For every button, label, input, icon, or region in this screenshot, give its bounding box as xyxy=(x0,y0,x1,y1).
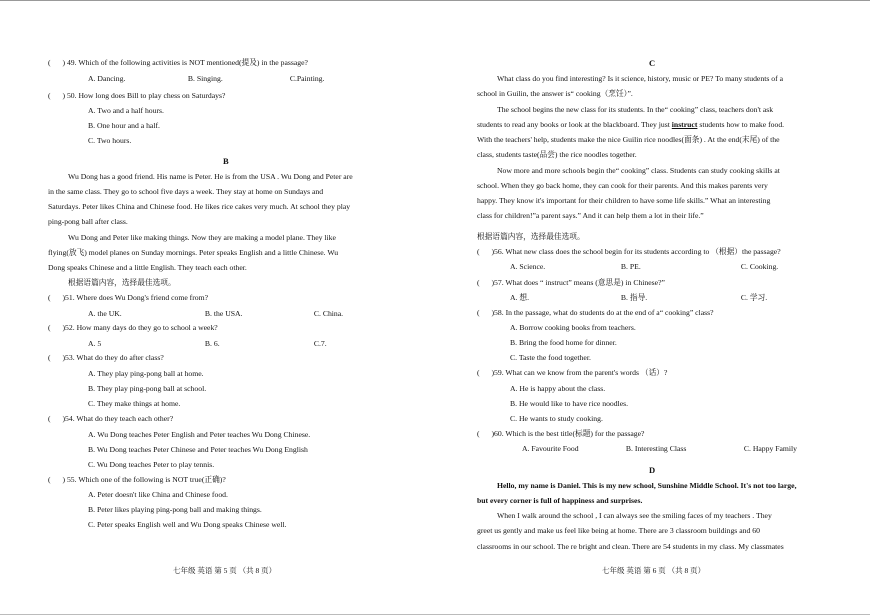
keyword-instruct: instruct xyxy=(671,120,698,129)
option-c: C. Happy Family xyxy=(743,444,798,453)
page-footer: 七年级 英语 第 6 页 （共 8 页） xyxy=(602,566,706,575)
options-57 xyxy=(510,293,767,303)
option-b: B. One hour and a half. xyxy=(88,121,160,130)
question-59 xyxy=(477,368,667,378)
question-text: )51. Where does Wu Dong's friend come from? xyxy=(62,293,209,302)
option-b: B. 6. xyxy=(204,339,220,348)
options-52 xyxy=(88,339,327,349)
question-text: )54. What do they teach each other? xyxy=(62,414,174,423)
question-text: )60. Which is the best title(标题) for the passage? xyxy=(491,429,645,438)
answer-paren: ( xyxy=(48,323,51,332)
options-51 xyxy=(88,309,343,319)
option-c: C. Wu Dong teaches Peter to play tennis. xyxy=(88,460,215,469)
question-text: ) 49. Which of the following activities is NOT mentioned(提及) in the passage? xyxy=(62,58,308,67)
question-49 xyxy=(48,58,308,68)
passage-c-line: class for children!”a parent says.” And it can help them a lot in their life.” xyxy=(477,211,704,220)
answer-paren: ( xyxy=(48,414,51,423)
option-b: B. the USA. xyxy=(204,309,243,318)
question-50 xyxy=(48,91,225,101)
answer-paren: ( xyxy=(477,308,480,317)
option-b: B. PE. xyxy=(620,262,641,271)
option-c: C.Painting. xyxy=(289,74,325,83)
answer-paren: ( xyxy=(477,278,480,287)
option-b: B. They play ping-pong ball at school. xyxy=(88,384,207,393)
passage-c-line: The school begins the new class for its students. In the“ cooking” class, teachers don't ask xyxy=(497,105,774,114)
passage-d-line: When I walk around the school , I can always see the smiling faces of my teachers . They xyxy=(497,511,772,520)
option-a: A. He is happy about the class. xyxy=(510,384,606,393)
options-49 xyxy=(88,74,324,84)
answer-paren: ( xyxy=(48,293,51,302)
passage-b-line: Wu Dong has a good friend. His name is Peter. He is from the USA . Wu Dong and Peter are xyxy=(68,172,353,181)
passage-text: students how to make food. xyxy=(699,120,785,129)
option-b: B. Bring the food home for dinner. xyxy=(510,338,617,347)
passage-b-line: flying(放飞) model planes on Sunday mornings. Peter speaks English and a little Chinese. Wu xyxy=(48,248,339,257)
question-text: )59. What can we know from the parent's words （话）? xyxy=(491,368,668,377)
answer-paren: ( xyxy=(477,247,480,256)
passage-d-line: greet us gently and make us feel like being at home. There are 3 classroom buildings and 60 xyxy=(477,526,760,535)
answer-paren: ( xyxy=(477,368,480,377)
option-b: B. Wu Dong teaches Peter Chinese and Peter teaches Wu Dong English xyxy=(88,445,308,454)
instruction-c: 根据语篇内容，选择最佳选项。 xyxy=(477,232,585,241)
option-a: A. Wu Dong teaches Peter English and Peter teaches Wu Dong Chinese. xyxy=(88,430,311,439)
option-a: A. Favourite Food xyxy=(522,444,579,453)
question-57 xyxy=(477,278,665,288)
question-52 xyxy=(48,323,218,333)
passage-c-line xyxy=(477,120,784,130)
passage-c-line: Now more and more schools begin the“ cooking” class. Students can study cooking skills at xyxy=(497,166,780,175)
passage-d-line: but every corner is full of happiness and surprises. xyxy=(477,496,643,505)
option-c: C. Two hours. xyxy=(88,136,132,145)
answer-paren: ( xyxy=(477,429,480,438)
passage-c-line: class, students taste(品尝) the rice noodles together. xyxy=(477,150,637,159)
answer-paren: ( xyxy=(48,353,51,362)
section-d-heading: D xyxy=(649,465,656,475)
option-c: C. China. xyxy=(313,309,344,318)
option-c: C. He wants to study cooking. xyxy=(510,414,603,423)
answer-paren: ( xyxy=(48,91,51,100)
passage-text: students to read any books or look at the blackboard. They just xyxy=(477,120,670,129)
question-text: ) 55. Which one of the following is NOT true(正确)? xyxy=(62,475,226,484)
question-text: )53. What do they do after class? xyxy=(62,353,164,362)
option-a: A. the UK. xyxy=(88,309,122,318)
question-text: )56. What new class does the school begin for its students according to （根据）the passage? xyxy=(491,247,781,256)
passage-b-line: ping-pong ball after class. xyxy=(48,217,128,226)
passage-b-line: Dong speaks Chinese and a little English. They teach each other. xyxy=(48,263,247,272)
question-60 xyxy=(477,429,644,439)
option-b: B. Peter likes playing ping-pong ball and making things. xyxy=(88,505,262,514)
section-c-heading: C xyxy=(649,58,656,68)
passage-b-line: in the same class. They go to school five days a week. They stay at home on Sundays and xyxy=(48,187,324,196)
option-b: B. Interesting Class xyxy=(625,444,687,453)
question-text: )52. How many days do they go to school a week? xyxy=(62,323,218,332)
left-page xyxy=(48,0,393,615)
passage-d-line: classrooms in our school. The re bright and clean. There are 54 students in my class. My classmates xyxy=(477,542,784,551)
option-a: A. Borrow cooking books from teachers. xyxy=(510,323,636,332)
question-56 xyxy=(477,247,781,257)
passage-b-line: Wu Dong and Peter like making things. Now they are making a model plane. They like xyxy=(68,233,336,242)
option-c: C. Peter speaks English well and Wu Dong speaks Chinese well. xyxy=(88,520,287,529)
option-a: A. Peter doesn't like China and Chinese food. xyxy=(88,490,228,499)
question-58 xyxy=(477,308,714,318)
passage-c-line: happy. They know it's important for their children to have some life skills.” What an interesting xyxy=(477,196,771,205)
option-a: A. They play ping-pong ball at home. xyxy=(88,369,204,378)
question-text: ) 50. How long does Bill to play chess on Saturdays? xyxy=(62,91,226,100)
option-b: B. Singing. xyxy=(187,74,223,83)
passage-c-line: What class do you find interesting? Is it science, history, music or PE? To many students of a xyxy=(497,74,783,83)
option-c: C. Taste the food together. xyxy=(510,353,591,362)
options-56 xyxy=(510,262,778,272)
page-footer: 七年级 英语 第 5 页 （共 8 页） xyxy=(173,566,277,575)
option-b: B. 指导. xyxy=(620,293,648,302)
answer-paren: ( xyxy=(48,58,51,67)
option-c: C. 学习. xyxy=(740,293,768,302)
option-a: A. Two and a half hours. xyxy=(88,106,164,115)
option-c: C. They make things at home. xyxy=(88,399,181,408)
passage-c-line: school in Guilin, the answer is“ cooking（烹饪）”. xyxy=(477,89,633,98)
answer-paren: ( xyxy=(48,475,51,484)
instruction-b: 根据语篇内容，选择最佳选项。 xyxy=(68,278,176,287)
passage-c-line: With the teachers' help, students make the nice Guilin rice noodles(面条) . At the end(末尾) of the xyxy=(477,135,780,144)
option-a: A. 想. xyxy=(510,293,530,302)
section-b-heading: B xyxy=(223,156,229,166)
option-a: A. Science. xyxy=(510,262,546,271)
option-c: C.7. xyxy=(313,339,327,348)
question-text: )58. In the passage, what do students do at the end of a“ cooking” class? xyxy=(491,308,714,317)
options-60 xyxy=(522,444,797,454)
right-page xyxy=(477,0,825,615)
option-a: A. Dancing. xyxy=(88,74,126,83)
question-53 xyxy=(48,353,164,363)
question-54 xyxy=(48,414,173,424)
passage-d-line: Hello, my name is Daniel. This is my new school, Sunshine Middle School. It's not too large, xyxy=(497,481,797,490)
option-c: C. Cooking. xyxy=(740,262,779,271)
passage-c-line: school. When they go back home, they can cook for their parents. And this makes parents very xyxy=(477,181,768,190)
question-51 xyxy=(48,293,208,303)
option-a: A. 5 xyxy=(88,339,102,348)
passage-b-line: Saturdays. Peter likes China and Chinese food. He likes rice cakes very much. At school they play xyxy=(48,202,351,211)
question-text: )57. What does “ instruct” means (意思是) in Chinese?” xyxy=(491,278,665,287)
question-55 xyxy=(48,475,226,485)
option-b: B. He would like to have rice noodles. xyxy=(510,399,629,408)
